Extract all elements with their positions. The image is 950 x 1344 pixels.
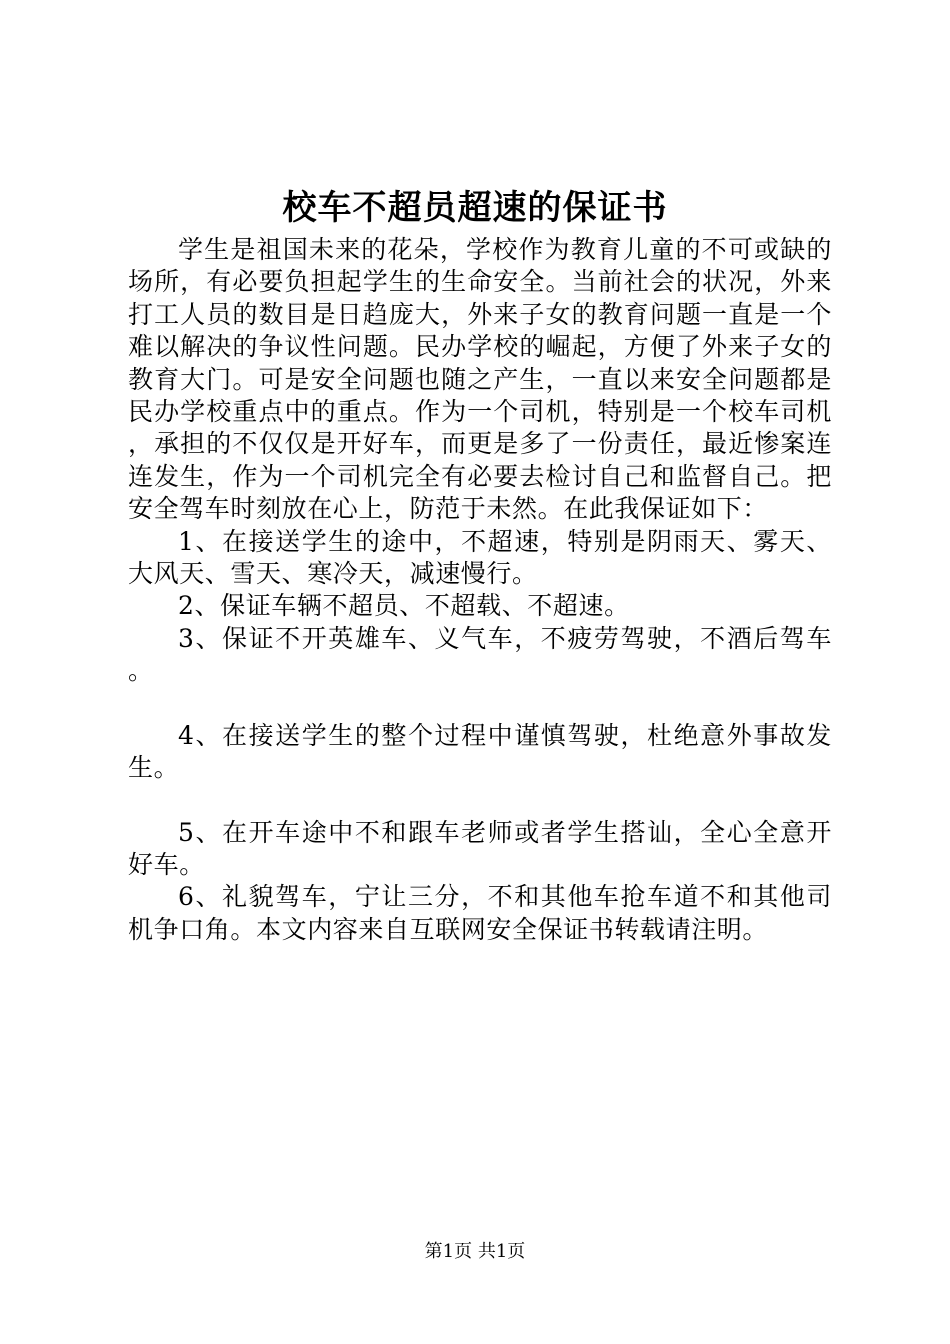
intro-paragraph: 学生是祖国未来的花朵，学校作为教育儿童的不可或缺的场所，有必要负担起学生的生命安全。当前社会的状况，外来打工人员的数目是日趋庞大，外来子女的教育问题一直是一个难以解决的争议性问题。民办学校的崛起，方便了外来子女的教育大门。可是安全问题也随之产生，一直以来安全问题都是民办学校重点中的重点。作为一个司机，特别是一个校车司机，承担的不仅仅是开好车，而更是多了一份责任，最近惨案连连发生，作为一个司机完全有必要去检讨自己和监督自己。把安全驾车时刻放在心上，防范于未然。在此我保证如下： (128, 235, 832, 524)
pledge-item-4: 4、在接送学生的整个过程中谨慎驾驶，杜绝意外事故发生。 (128, 720, 832, 783)
page-footer: 第1页 共1页 (424, 1241, 526, 1262)
pledge-item-5: 5、在开车途中不和跟车老师或者学生搭讪，全心全意开好车。 (128, 817, 832, 879)
document-title: 校车不超员超速的保证书 (282, 188, 668, 228)
pledge-item-6: 6、礼貌驾车，宁让三分，不和其他车抢车道不和其他司机争口角。本文内容来自互联网安全保证书转载请注明。 (128, 882, 832, 944)
blank-line (128, 785, 832, 817)
pledge-item-2: 2、保证车辆不超员、不超载、不超速。 (178, 591, 630, 621)
document-body (128, 234, 832, 946)
pledge-item-3: 3、保证不开英雄车、义气车，不疲劳驾驶，不酒后驾车。 (128, 623, 832, 686)
blank-line (128, 688, 832, 720)
pledge-item-1: 1、在接送学生的途中，不超速，特别是阴雨天、雾天、大风天、雪天、寒冷天，减速慢行。 (128, 526, 832, 589)
